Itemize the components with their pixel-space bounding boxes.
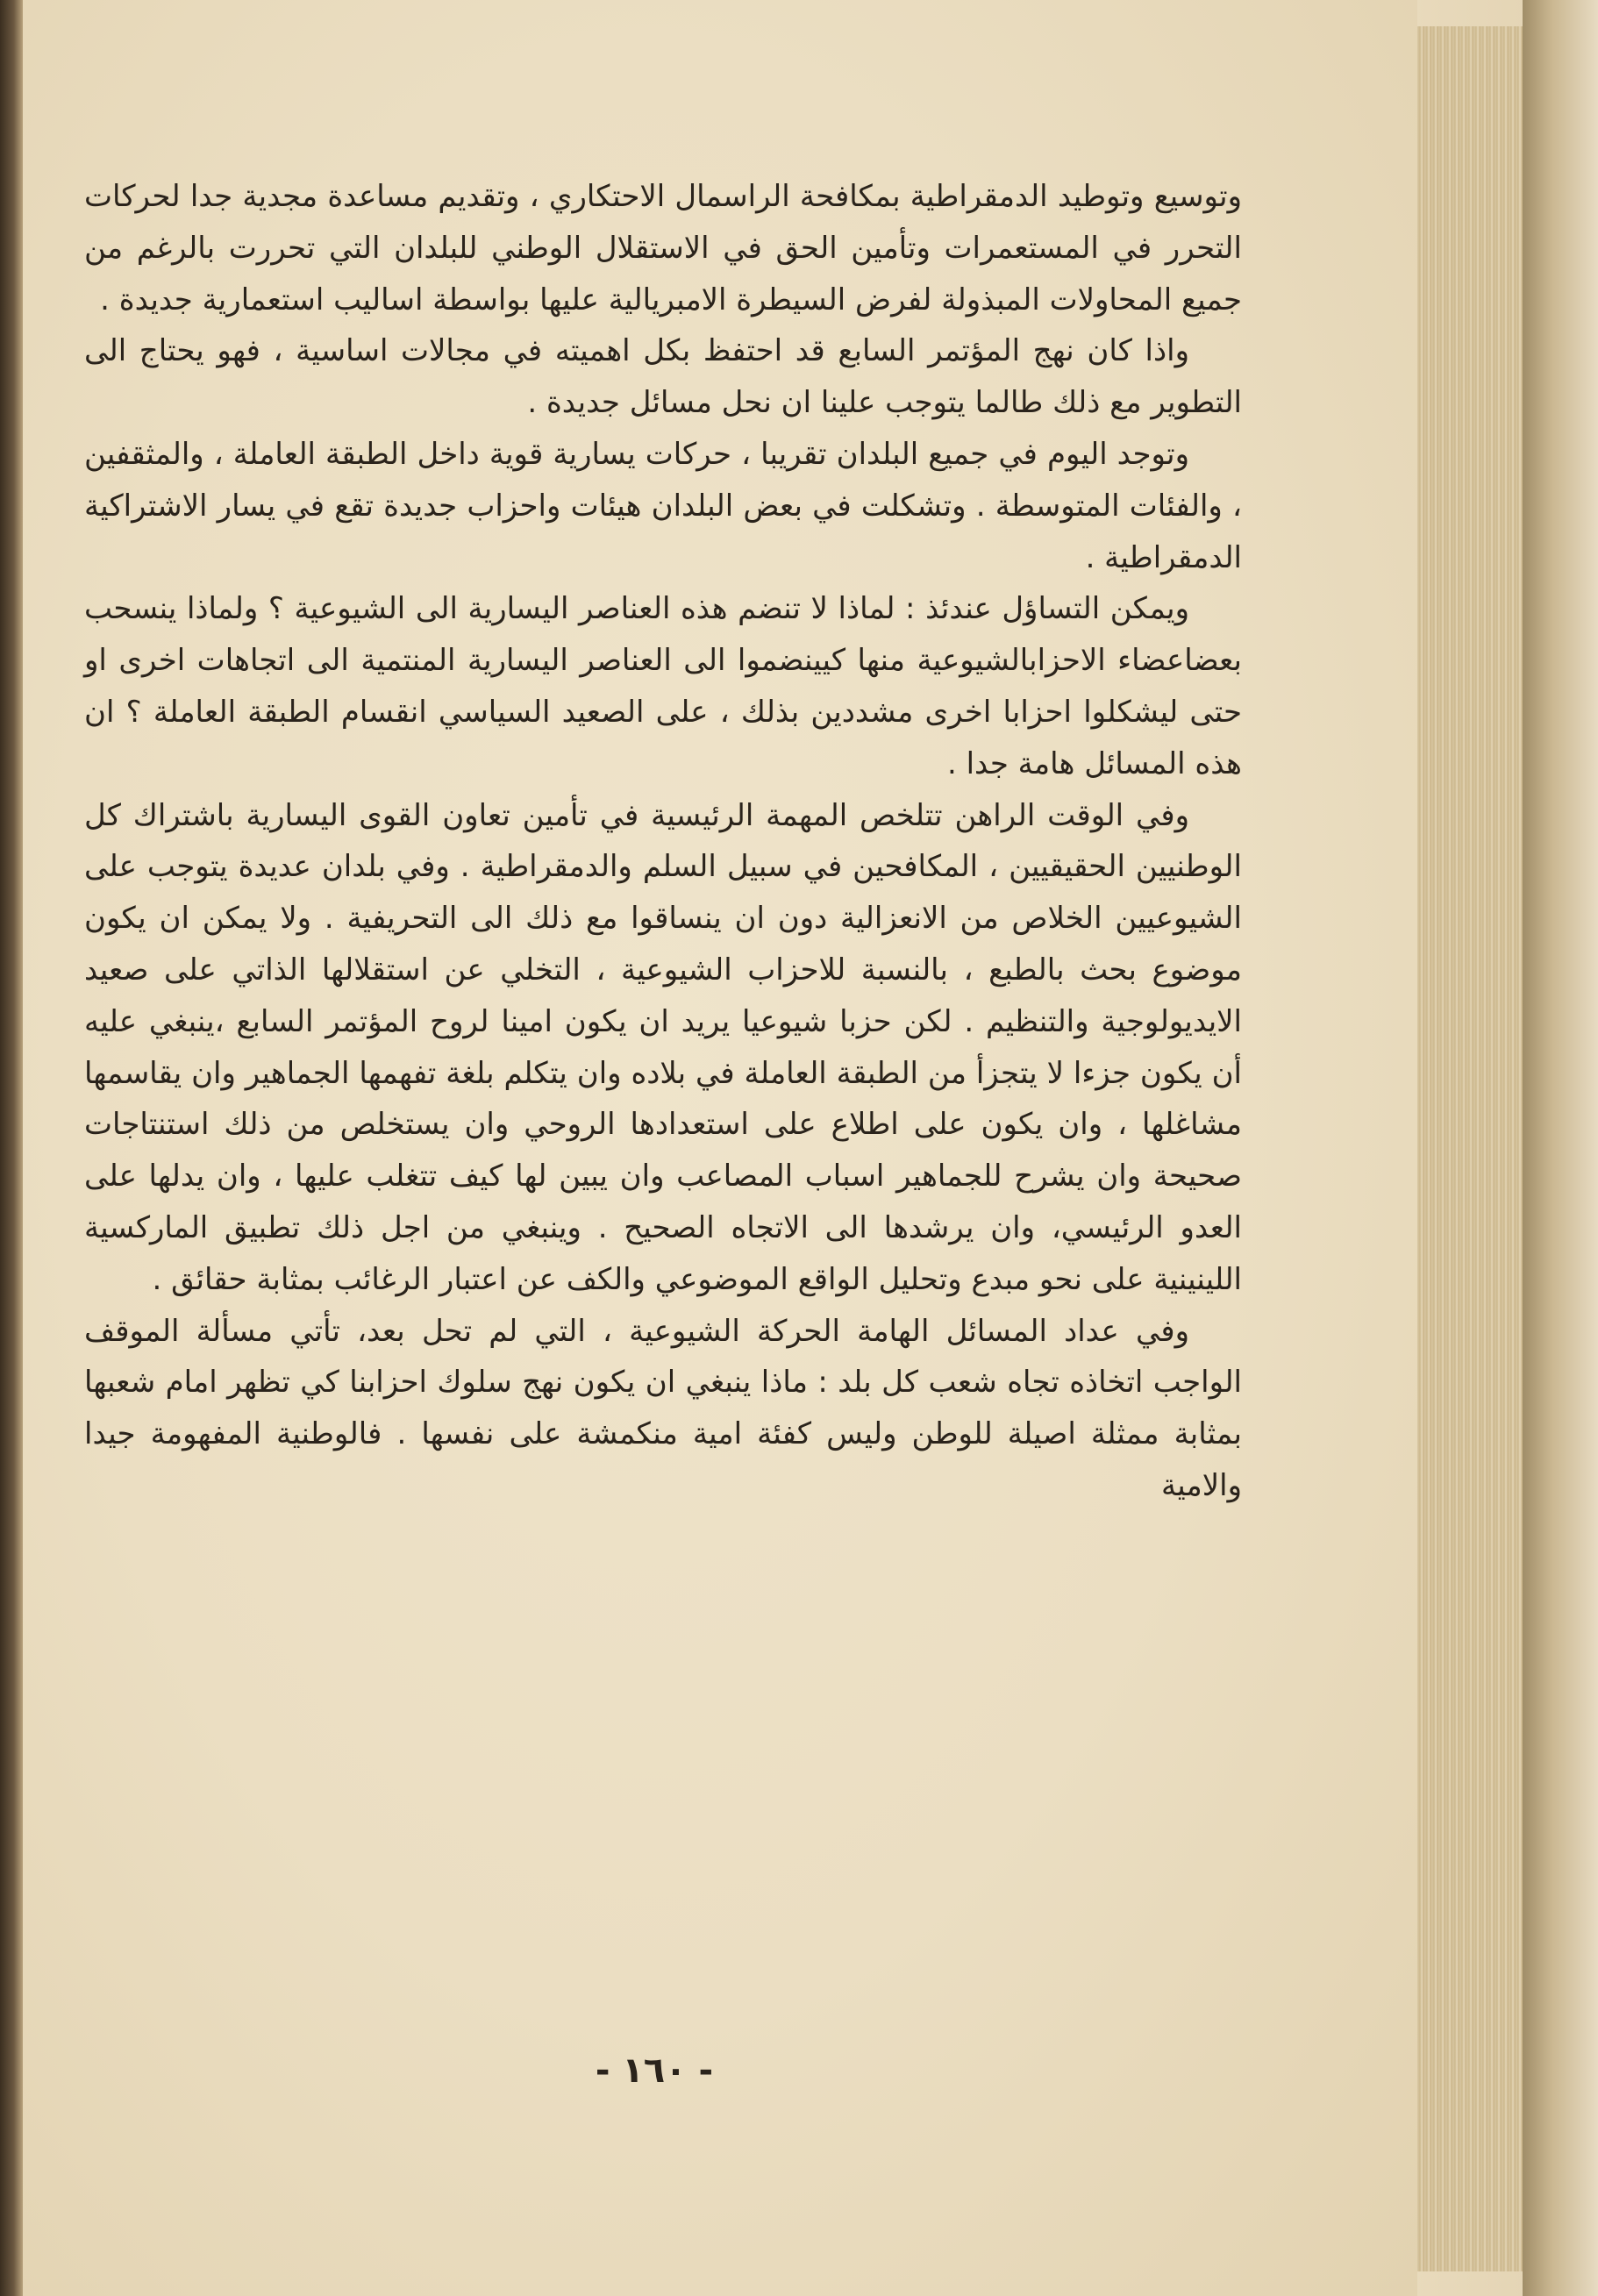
page-stack-edge xyxy=(1417,26,1524,2271)
paragraph-4: ويمكن التساؤل عندئذ : لماذا لا تنضم هذه العناصر اليسارية الى الشيوعية ؟ ولماذا ينسحب بعضاعضاء الاحزابالشيوعية منها كيينضموا الى العناصر اليسارية المنتمية الى اتجاهات اخرى او حتى ليشكلوا احزابا اخرى مشددين بذلك ، على الصعيد السياسي انقسام الطبقة العاملة ؟ ان هذه المسائل هامة جدا . xyxy=(84,591,1242,781)
page-number: - ١٦٠ - xyxy=(595,2050,714,2091)
previous-page-edge xyxy=(0,0,23,2296)
paragraph-6: وفي عداد المسائل الهامة الحركة الشيوعية ، التي لم تحل بعد، تأتي مسألة الموقف الواجب اتخاذه تجاه شعب كل بلد : ماذا ينبغي ان يكون نهج سلوك احزابنا كي تظهر امام شعبها بمثابة ممثلة اصيلة للوطن وليس كفئة امية منكمشة على نفسها . فالوطنية المفهومة جيدا والامية xyxy=(84,1313,1242,1503)
paragraph-5: وفي الوقت الراهن تتلخص المهمة الرئيسية في تأمين تعاون القوى اليسارية باشتراك كل الوطنيين الحقيقيين ، المكافحين في سبيل السلم والدمقراطية . وفي بلدان عديدة يتوجب على الشيوعيين الخلاص من الانعزالية دون ان ينساقوا مع ذلك الى التحريفية . ولا يمكن ان يكون موضوع بحث بالطبع ، بالنسبة للاحزاب الشيوعية ، التخلي عن استقلالها الذاتي على صعيد الايديولوجية والتنظيم . لكن حزبا شيوعيا يريد ان يكون امينا لروح المؤتمر السابع ،ينبغي عليه أن يكون جزءا لا يتجزأ من الطبقة العاملة في بلاده وان يتكلم بلغة تفهمها الجماهير وان يقاسمها مشاغلها ، وان يكون على اطلاع على استعدادها الروحي وان يستخلص من ذلك استنتاجات صحيحة وان يشرح للجماهير اسباب المصاعب وان يبين لها كيف تتغلب عليها ، وان يدلها على العدو الرئيسي، وان يرشدها الى الاتجاه الصحيح . وينبغي من اجل ذلك تطبيق الماركسية اللينينية على نحو مبدع وتحليل الواقع الموضوعي والكف عن اعتبار الرغائب بمثابة حقائق . xyxy=(84,797,1242,1297)
paragraph-2: واذا كان نهج المؤتمر السابع قد احتفظ بكل اهميته في مجالات اساسية ، فهو يحتاج الى التطوير مع ذلك طالما يتوجب علينا ان نحل مسائل جديدة . xyxy=(84,333,1242,421)
paragraph-1: وتوسيع وتوطيد الدمقراطية بمكافحة الراسمال الاحتكاري ، وتقديم مساعدة مجدية جدا لحركات التحرر في المستعمرات وتأمين الحق في الاستقلال الوطني للبلدان التي تحررت بالرغم من جميع المحاولات المبذولة لفرض السيطرة الامبريالية عليها بواسطة اساليب استعمارية جديدة . xyxy=(84,179,1242,317)
book-fore-edge xyxy=(1523,0,1598,2296)
paragraph-3: وتوجد اليوم في جميع البلدان تقريبا ، حركات يسارية قوية داخل الطبقة العاملة ، والمثقفين ، والفئات المتوسطة . وتشكلت في بعض البلدان هيئات واحزاب جديدة تقع في يسار الاشتراكية الدمقراطية . xyxy=(84,436,1242,575)
book-page xyxy=(23,0,1417,2296)
body-text xyxy=(84,171,1242,1512)
